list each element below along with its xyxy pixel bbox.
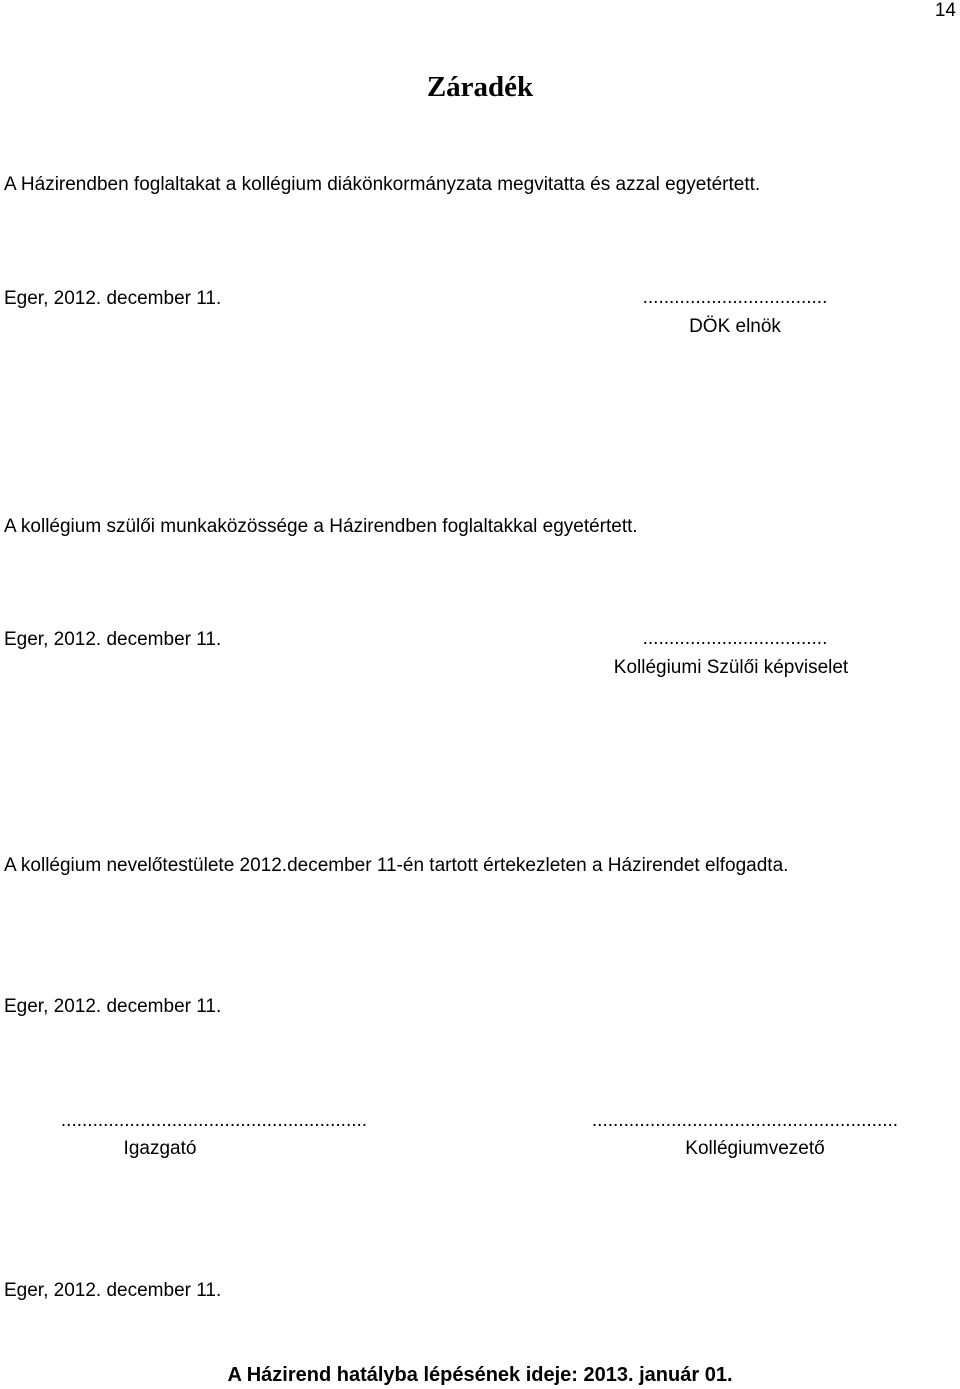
director-signature-line: .......................................................... xyxy=(60,1110,368,1131)
staff-date: Eger, 2012. december 11. xyxy=(4,996,222,1017)
parents-signature-line: ................................... xyxy=(642,628,828,649)
director-signatory: Igazgató xyxy=(123,1138,197,1159)
dok-signature-line: ................................... xyxy=(642,287,828,308)
page-number: 14 xyxy=(934,0,956,21)
dok-date: Eger, 2012. december 11. xyxy=(4,288,222,309)
dok-statement: A Házirendben foglaltakat a kollégium diákönkormányzata megvitatta és azzal egyetértett. xyxy=(4,174,761,195)
parents-statement: A kollégium szülői munkaközössége a Házirendben foglaltakkal egyetértett. xyxy=(4,516,638,537)
staff-statement: A kollégium nevelőtestülete 2012.december 11-én tartott értekezleten a Házirendet elfogadta. xyxy=(4,855,789,876)
final-date: Eger, 2012. december 11. xyxy=(4,1280,222,1301)
page-title: Záradék xyxy=(426,71,534,103)
effective-date-footer: A Házirend hatályba lépésének ideje: 2013. január 01. xyxy=(227,1364,733,1386)
head-signature-line: .......................................................... xyxy=(591,1110,899,1131)
head-signatory: Kollégiumvezető xyxy=(685,1138,825,1159)
parents-signatory: Kollégiumi Szülői képviselet xyxy=(613,657,849,678)
dok-signatory: DÖK elnök xyxy=(689,316,781,337)
parents-date: Eger, 2012. december 11. xyxy=(4,629,222,650)
